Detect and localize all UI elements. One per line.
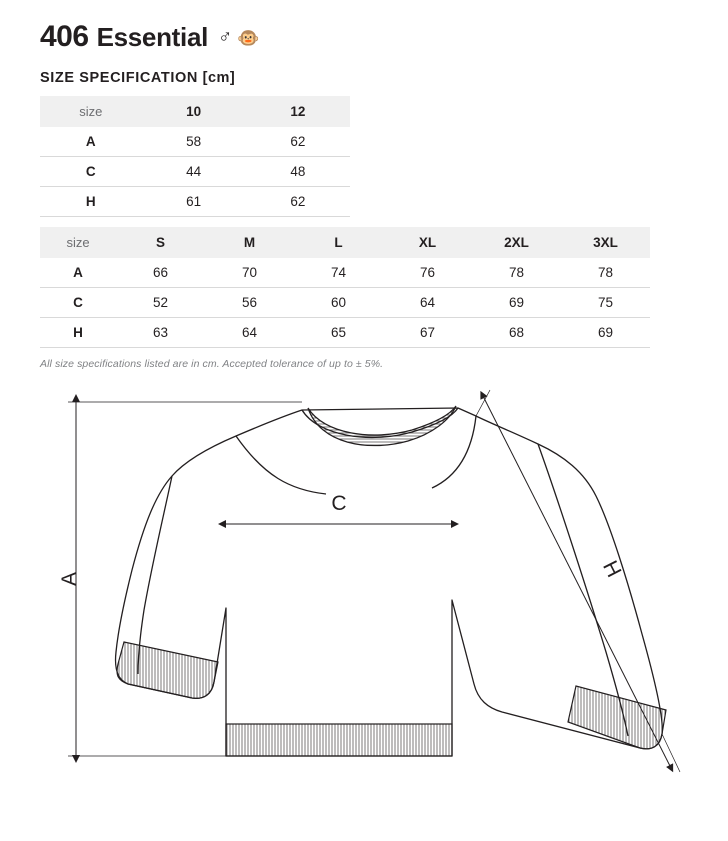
kids-row-0-label: A [40,127,142,157]
kids-row-1-label: C [40,157,142,187]
table-row [40,187,350,217]
dimension-h-label: H [598,557,626,582]
product-name: Essential [96,22,209,52]
adult-row-0-label: A [40,258,116,288]
audience-icons [218,28,260,47]
adult-row-1-val-4: 69 [472,288,561,318]
kids-row-0-val-0: 58 [142,127,246,157]
spec-heading-text: SIZE SPECIFICATION [40,70,198,86]
adult-row-0-val-3: 76 [383,258,472,288]
kids-row-1-val-1: 48 [246,157,350,187]
kids-row-2-val-0: 61 [142,187,246,217]
kids-size-table [40,96,350,217]
kids-row-2-val-1: 62 [246,187,350,217]
adult-row-1-val-3: 64 [383,288,472,318]
spec-heading-unit: [cm] [202,70,236,86]
tolerance-note: All size specifications listed are in cm. Accepted tolerance of up to ± 5%. [40,358,384,370]
adult-header-size: size [40,227,116,258]
adult-row-2-val-1: 64 [205,318,294,348]
table-row [40,318,650,348]
adult-row-0-val-5: 78 [561,258,650,288]
adult-row-2-val-2: 65 [294,318,383,348]
adult-header-col-2: L [294,227,383,258]
adult-row-2-val-4: 68 [472,318,561,348]
adult-row-1-val-5: 75 [561,288,650,318]
adult-row-2-val-5: 69 [561,318,650,348]
adult-header-col-0: S [116,227,205,258]
kids-teddy-bear-icon: 🐵 [237,27,260,48]
kids-header-size: size [40,96,142,127]
kids-header-col-0: 10 [142,96,246,127]
table-header-row [40,227,650,258]
adult-row-0-val-4: 78 [472,258,561,288]
page-title [40,0,688,54]
adult-row-1-val-2: 60 [294,288,383,318]
table-row [40,288,650,318]
adult-size-table [40,227,650,348]
adult-row-1-val-0: 52 [116,288,205,318]
adult-row-2-val-0: 63 [116,318,205,348]
kids-row-1-val-0: 44 [142,157,246,187]
adult-header-col-3: XL [383,227,472,258]
male-gender-icon: ♂ [218,27,233,48]
product-number: 406 [40,20,89,53]
adult-row-1-val-1: 56 [205,288,294,318]
adult-row-2-val-3: 67 [383,318,472,348]
table-header-row [40,96,350,127]
adult-row-2-label: H [40,318,116,348]
kids-header-col-1: 12 [246,96,350,127]
adult-row-0-val-1: 70 [205,258,294,288]
table-row [40,127,350,157]
table-row [40,258,650,288]
kids-row-0-val-1: 62 [246,127,350,157]
adult-header-col-5: 3XL [561,227,650,258]
dimension-c-label: C [331,492,347,515]
adult-header-col-4: 2XL [472,227,561,258]
kids-row-2-label: H [40,187,142,217]
spec-heading [40,70,688,86]
bottom-hem-rib [226,724,452,756]
garment-technical-drawing [40,384,688,814]
table-row [40,157,350,187]
adult-row-1-label: C [40,288,116,318]
adult-row-0-val-2: 74 [294,258,383,288]
dimension-a-label: A [58,571,81,587]
adult-header-col-1: M [205,227,294,258]
adult-row-0-val-0: 66 [116,258,205,288]
